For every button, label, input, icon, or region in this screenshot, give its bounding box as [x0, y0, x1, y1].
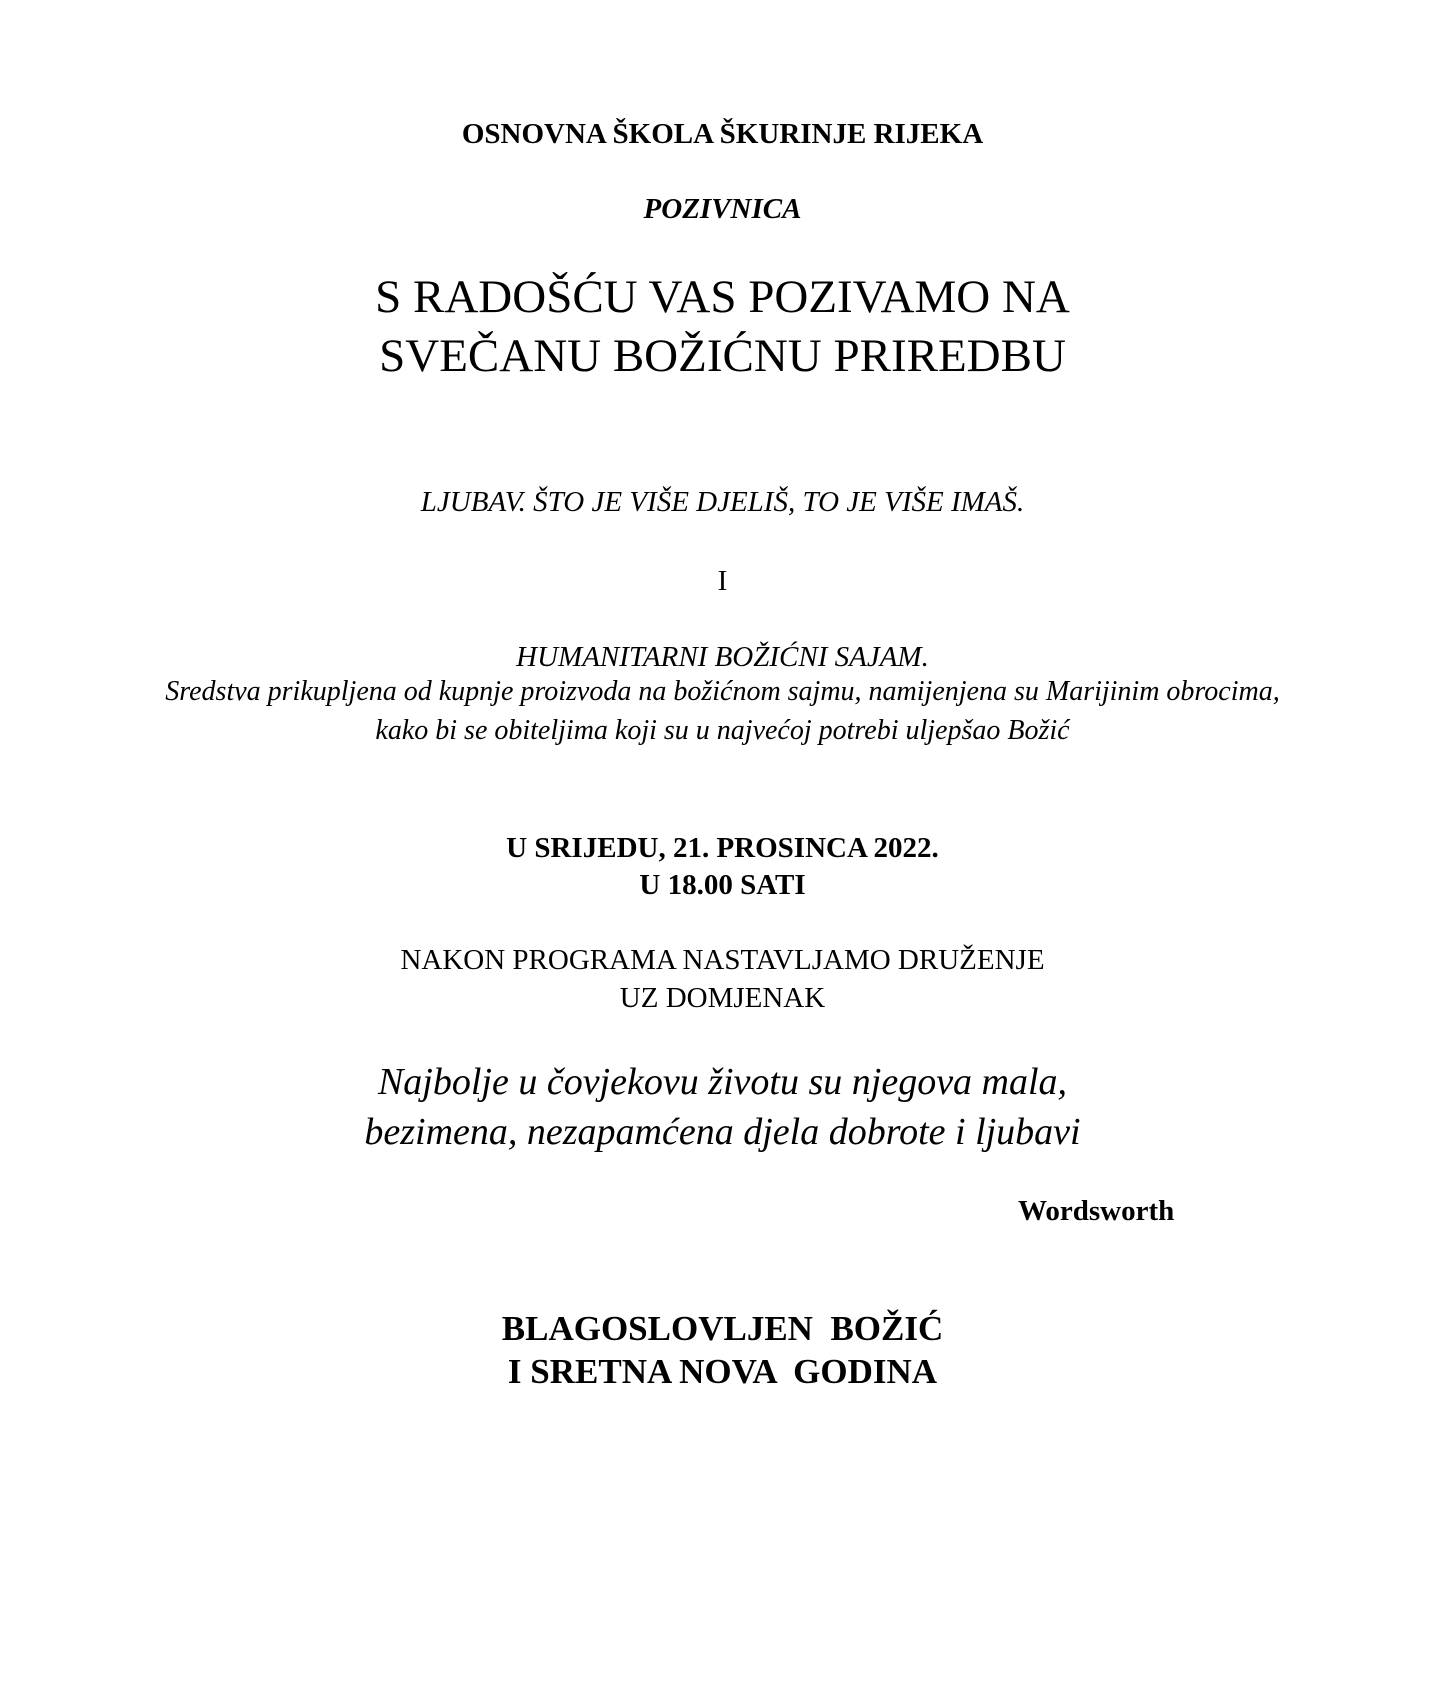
fair-description-line-2: kako bi se obiteljima koji su u najvećoj potrebi uljepšao Božić	[375, 715, 1070, 746]
event-date: U SRIJEDU, 21. PROSINCA 2022.	[506, 832, 939, 864]
headline-line-2: SVEČANU BOŽIĆNU PRIREDBU	[379, 330, 1066, 382]
quote-line-1: Najbolje u čovjekovu životu su njegova mala,	[377, 1061, 1068, 1103]
after-program-line-1: NAKON PROGRAMA NASTAVLJAMO DRUŽENJE	[400, 944, 1045, 976]
conjunction: I	[717, 565, 728, 597]
motto: LJUBAV. ŠTO JE VIŠE DJELIŠ, TO JE VIŠE IMAŠ.	[420, 486, 1025, 518]
greeting-line-2: I SRETNA NOVA GODINA	[507, 1352, 938, 1391]
quote-line-2: bezimena, nezapamćena djela dobrote i ljubavi	[364, 1111, 1081, 1153]
quote-author: Wordsworth	[1018, 1195, 1175, 1227]
headline-line-1: S RADOŠĆU VAS POZIVAMO NA	[375, 271, 1070, 323]
event-time: U 18.00 SATI	[639, 869, 806, 901]
document-type: POZIVNICA	[643, 193, 802, 225]
fair-description-line-1: Sredstva prikupljena od kupnje proizvoda na božićnom sajmu, namijenjena su Marijinim obrocima,	[165, 676, 1280, 707]
school-name: OSNOVNA ŠKOLA ŠKURINJE RIJEKA	[461, 118, 984, 150]
fair-title: HUMANITARNI BOŽIĆNI SAJAM.	[516, 641, 929, 673]
after-program-line-2: UZ DOMJENAK	[619, 982, 826, 1014]
greeting-line-1: BLAGOSLOVLJEN BOŽIĆ	[501, 1309, 944, 1348]
